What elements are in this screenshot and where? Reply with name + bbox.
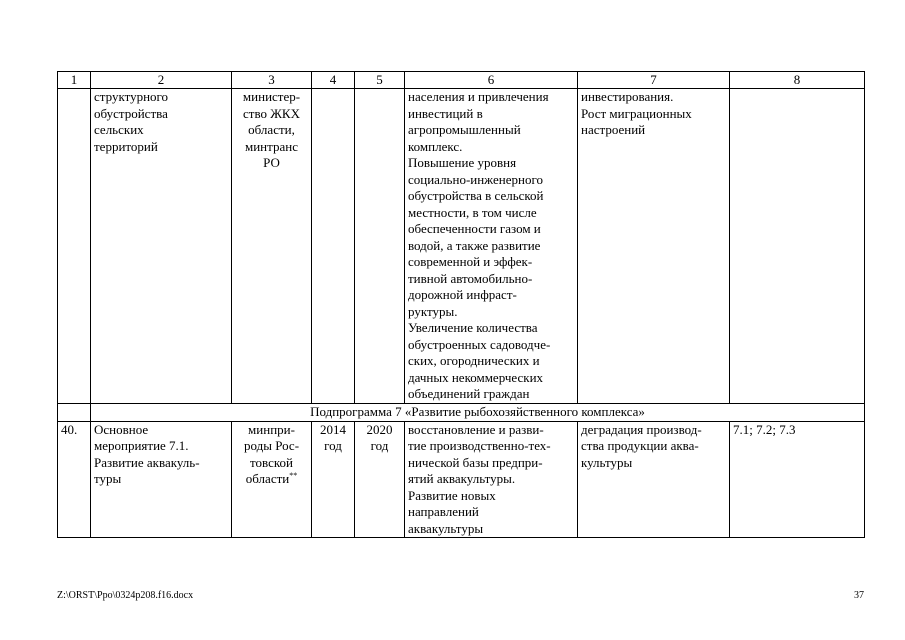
text-line: комплекс.: [408, 138, 463, 154]
header-col-1: 1: [58, 72, 91, 89]
text-line: Увеличение количества: [408, 320, 538, 335]
text-line: туры: [94, 471, 122, 486]
text-line: социально-инженерного: [408, 171, 543, 187]
row40-executor-lines: [235, 422, 308, 488]
text-line: культуры: [581, 454, 633, 470]
text-line: аквакультуры: [408, 520, 484, 536]
text-line: тивной автомобильно-: [408, 270, 533, 286]
text-line: руктуры.: [408, 303, 458, 319]
text-line: 2014: [320, 421, 346, 437]
text-line: тие производственно-тех-: [408, 438, 551, 453]
text-line: год: [324, 438, 342, 453]
cont-indicator-cell: [730, 89, 865, 404]
header-col-8: 8: [730, 72, 865, 89]
text-line: ских, огороднических и: [408, 353, 540, 368]
cont-end-cell: [355, 89, 405, 404]
table-row-40: [58, 421, 865, 538]
row40-end-year: [355, 421, 405, 538]
text-line: обустроенных садоводче-: [408, 336, 551, 352]
row40-executor: [232, 421, 312, 538]
text-line: местности, в том числе: [408, 204, 537, 220]
continuation-row: [58, 89, 865, 404]
text-line: инвестирования.: [581, 89, 674, 104]
header-col-5: 5: [355, 72, 405, 89]
text-line: РО: [263, 155, 280, 170]
footnote-marker: **: [289, 471, 298, 480]
text-line: Развитие аквакуль-: [94, 454, 200, 470]
text-line: инвестиций в: [408, 105, 483, 121]
row40-activity: [91, 421, 232, 538]
text-line: структурного: [94, 89, 169, 104]
text-line: направлений: [408, 504, 479, 519]
text-line: Основное: [94, 421, 149, 437]
program-table: [57, 71, 865, 538]
subprogram-title: Подпрограмма 7 «Развитие рыбохозяйственного комплекса»: [91, 403, 865, 421]
text-line: водой, а также развитие: [408, 237, 541, 253]
row40-start-year: [312, 421, 355, 538]
cont-number-cell: [58, 89, 91, 404]
text-line: сельских: [94, 122, 144, 137]
text-line: Рост миграционных: [581, 105, 692, 121]
cont-executor-cell: [232, 89, 312, 404]
footer-file-path: Z:\ORST\Ppo\0324p208.f16.docx: [57, 590, 194, 601]
footer-page-number: 37: [854, 590, 864, 601]
text-line: минпри-: [248, 421, 295, 437]
text-line: ства продукции аква-: [581, 438, 699, 453]
row40-number: 40.: [58, 421, 91, 538]
text-line: ство ЖКХ: [243, 105, 300, 121]
row40-consequence: [578, 421, 730, 538]
text-line: роды Рос-: [243, 438, 300, 453]
text-line: дачных некоммерческих: [408, 369, 544, 385]
cont-consequence-cell: [578, 89, 730, 404]
subprogram-empty-cell: [58, 403, 91, 421]
text-line: товской: [250, 454, 293, 470]
text-line: восстановление и разви-: [408, 421, 544, 437]
text-line: объединений граждан: [408, 386, 530, 401]
header-col-4: 4: [312, 72, 355, 89]
text-line: ятий аквакультуры.: [408, 471, 516, 486]
row40-indicators: 7.1; 7.2; 7.3: [730, 421, 865, 538]
text-line: современной и эффек-: [408, 254, 533, 269]
text-line: обустройства: [94, 105, 168, 121]
cont-activity-cell: [91, 89, 232, 404]
text-line: деградация производ-: [581, 421, 702, 437]
text-line: агропромышленный: [408, 122, 521, 137]
text-line: Повышение уровня: [408, 155, 517, 170]
text-line: министер-: [242, 89, 301, 104]
text-line: дорожной инфраст-: [408, 287, 517, 302]
row40-result: [405, 421, 578, 538]
text-line: 2020: [366, 421, 393, 437]
text-line: настроений: [581, 122, 646, 137]
cont-start-cell: [312, 89, 355, 404]
header-col-6: 6: [405, 72, 578, 89]
cont-result-cell: [405, 89, 578, 404]
text-line: нической базы предпри-: [408, 454, 543, 470]
text-line: обеспеченности газом и: [408, 221, 541, 236]
header-col-3: 3: [232, 72, 312, 89]
text-line: населения и привлечения: [408, 89, 549, 104]
text-line: год: [370, 438, 389, 453]
text-line: Развитие новых: [408, 487, 496, 503]
header-row: [58, 72, 865, 89]
text-line: области,: [248, 122, 295, 137]
header-col-7: 7: [578, 72, 730, 89]
text-line: мероприятие 7.1.: [94, 438, 189, 453]
text-line: области**: [245, 471, 298, 486]
text-line: обустройства в сельской: [408, 188, 544, 203]
header-col-2: 2: [91, 72, 232, 89]
text-line: минтранс: [245, 138, 298, 154]
text-line: территорий: [94, 138, 158, 154]
subprogram-row: [58, 403, 865, 421]
